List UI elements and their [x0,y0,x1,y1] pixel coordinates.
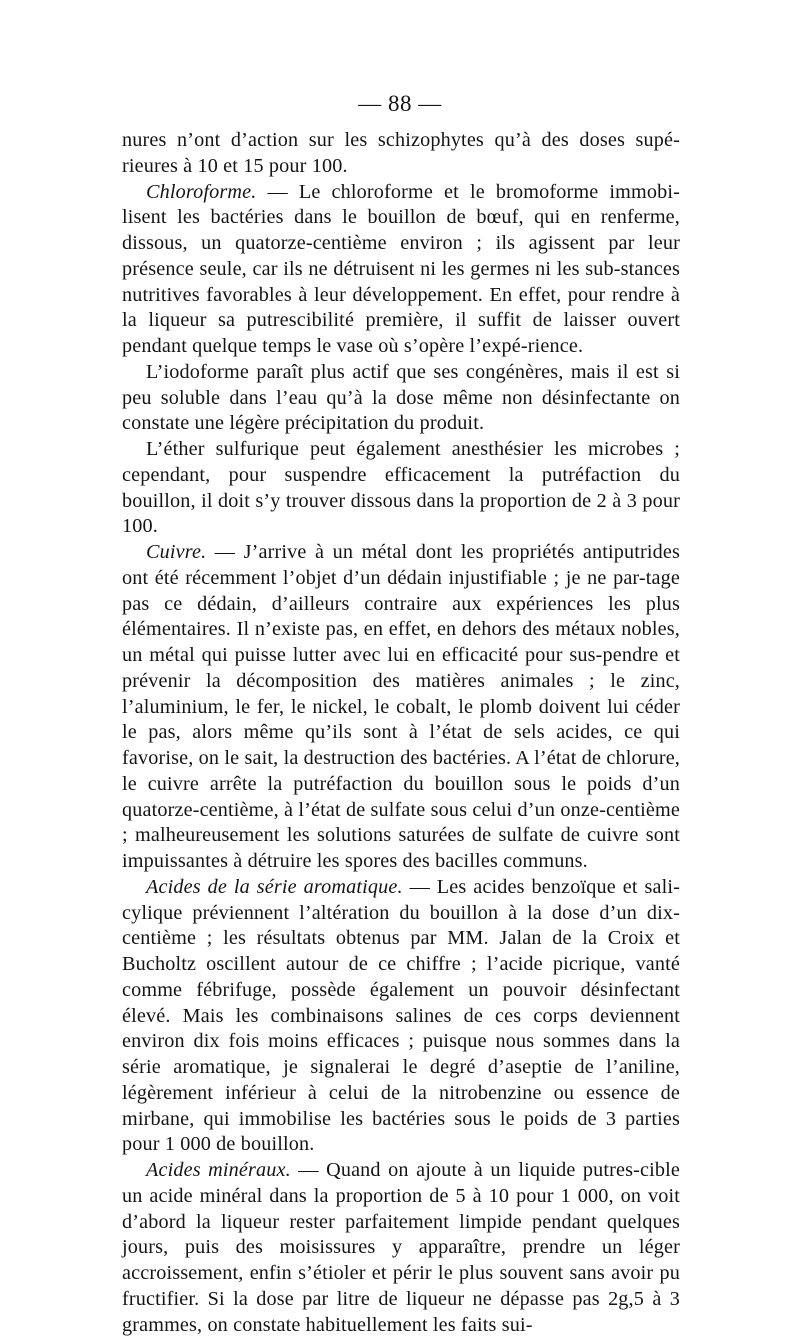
paragraph-iodoforme [122,360,680,437]
section-heading-acides-aromatiques: Acides de la série aromatique. [146,875,403,898]
page-number: — 88 — [358,91,442,116]
section-heading-acides-mineraux: Acides minéraux. [146,1159,291,1181]
paragraph-text: L’iodoforme paraît plus actif que ses congénères, mais il est si peu soluble dans l’eau qu’à la dose même non désinfectante on constate une légère précipitation du produit. [122,360,680,435]
paragraph-ether [122,437,680,540]
body-text [122,128,680,1338]
paragraph-chloroforme [122,180,680,360]
paragraph-text: — Les acides benzoïque et sali-cylique préviennent l’altération du bouillon à la dose d’un dix-centième ; les résultats obtenus par MM. Jalan de la Croix et Bucholtz oscillent autour de ce chiffre ; l’acide picrique, vanté comme fébrifuge, possède également un pouvoir désinfectant élevé. Mais les combinaisons salines de ces corps deviennent environ dix fois moins efficaces ; puisque nous sommes dans la série aromatique, je signalerai le degré d’aseptie de l’aniline, légèrement inférieur à celui de la nitrobenzine ou essence de mirbane, qui immobilise les bactéries sous le poids de 3 parties pour 1 000 de bouillon. [122,875,681,1156]
paragraph-text: — Quand on ajoute à un liquide putres-cible un acide minéral dans la proportion de 5 à 10 pour 1 000, on voit d’abord la liqueur rester parfaitement limpide pendant quelques jours, puis des moisissures y apparaître, prendre un léger accroissement, enfin s’étioler et périr le plus souvent sans avoir pu fructifier. Si la dose par litre de liqueur ne dépasse pas 2g,5 à 3 grammes, on constate habituellement les faits sui- [122,1159,680,1336]
paragraph-continuation [122,128,680,180]
paragraph-text: nures n’ont d’action sur les schizophytes qu’à des doses supé-rieures à 10 et 15 pour 100. [122,129,680,177]
paragraph-acides-mineraux [122,1158,680,1338]
paragraph-text: — J’arrive à un métal dont les propriétés antiputrides ont été récemment l’objet d’un dédain injustifiable ; je ne par-tage pas ce dédain, d’ailleurs contraire aux expériences les plus élémentaires. Il n’existe pas, en effet, en dehors des métaux nobles, un métal qui puisse lutter avec lui en efficacité pour sus-pendre et prévenir la décomposition des matières animales ; le zinc, l’aluminium, le fer, le nickel, le cobalt, le plomb doivent lui céder le pas, alors même qu’ils sont à l’état de sels acides, ce qui favorise, on le sait, la destruction des bactéries. A l’état de chlorure, le cuivre arrête la putréfaction du bouillon sous le poids d’un quatorze-centième, à l’état de sulfate sous celui d’un onze-centième ; malheureusement les solutions saturées de sulfate de cuivre sont impuissantes à détruire les spores des bacilles communs. [122,541,680,872]
section-heading-chloroforme: Chloroforme. [146,180,257,203]
section-heading-cuivre: Cuivre. [146,541,207,563]
paragraph-acides-aromatiques [122,875,680,1158]
paragraph-cuivre [122,540,680,875]
paragraph-text: — Le chloroforme et le bromoforme immobi-lisent les bactéries dans le bouillon de bœuf, qui en renferme, dissous, un quatorze-centième environ ; ils agissent par leur présence seule, car ils ne détruisent ni les germes ni les sub-stances nutritives favorables à leur développement. En effet, pour rendre à la liqueur sa putrescibilité première, il suffit de laisser ouvert pendant quelque temps le vase où s’opère l’expé-rience. [122,180,680,357]
paragraph-text: L’éther sulfurique peut également anesthésier les microbes ; cependant, pour suspendre efficacement la putréfaction du bouillon, il doit s’y trouver dissous dans la proportion de 2 à 3 pour 100. [122,438,680,538]
